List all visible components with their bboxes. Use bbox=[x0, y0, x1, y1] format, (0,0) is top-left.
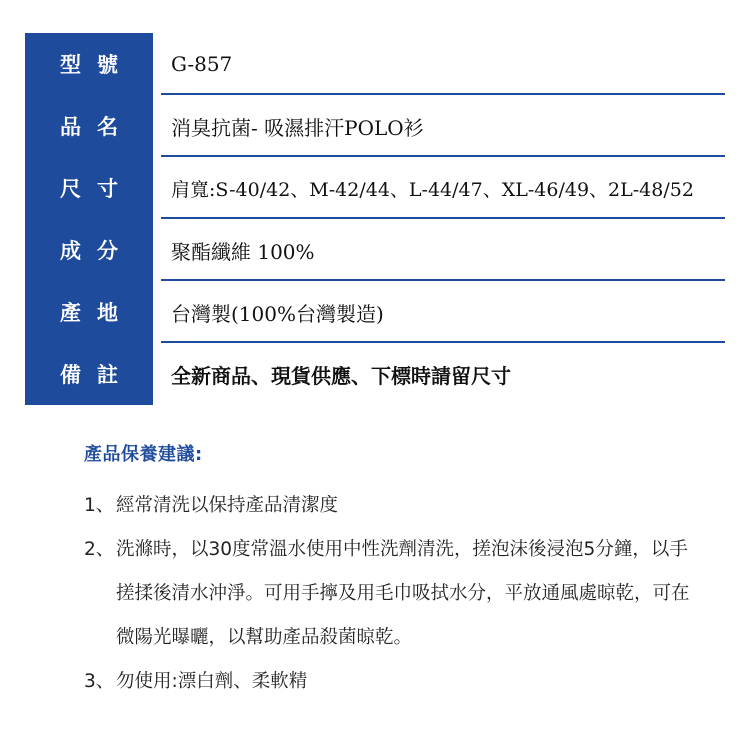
care-item-text: 洗滌時，以30度常溫水使用中性洗劑清洗，搓泡沫後浸泡5分鐘，以手 bbox=[116, 539, 688, 560]
spec-table bbox=[25, 33, 725, 405]
care-instructions bbox=[84, 440, 724, 704]
spec-value-material: 聚酯纖維 100% bbox=[171, 239, 315, 264]
spec-label-origin: 產地 bbox=[25, 281, 153, 343]
spec-row-material bbox=[25, 219, 725, 281]
care-item-text-continued: 搓揉後清水沖淨。可用手擰及用毛巾吸拭水分，平放通風處晾乾，可在 bbox=[116, 583, 690, 604]
care-item-text-continued: 微陽光曝曬，以幫助產品殺菌晾乾。 bbox=[116, 627, 413, 648]
spec-row-size bbox=[25, 157, 725, 219]
spec-label-size: 尺寸 bbox=[25, 157, 153, 219]
spec-value-model: G-857 bbox=[171, 52, 233, 76]
care-item-number: 2、 bbox=[84, 539, 115, 560]
spec-label-material: 成分 bbox=[25, 219, 153, 281]
care-item-3 bbox=[84, 660, 724, 704]
spec-value-product-name: 消臭抗菌- 吸濕排汗POLO衫 bbox=[171, 115, 424, 140]
spec-label-product-name: 品名 bbox=[25, 95, 153, 157]
spec-row-product-name bbox=[25, 95, 725, 157]
care-item-text: 勿使用:漂白劑、柔軟精 bbox=[116, 671, 308, 692]
spec-label-remarks: 備註 bbox=[25, 343, 153, 405]
care-item-text: 經常清洗以保持產品清潔度 bbox=[116, 495, 339, 516]
spec-row-origin bbox=[25, 281, 725, 343]
spec-row-remarks bbox=[25, 343, 725, 405]
spec-label-model: 型號 bbox=[25, 33, 153, 95]
spec-value-size: 肩寬:S-40/42、M-42/44、L-44/47、XL-46/49、2L-48/52 bbox=[171, 178, 694, 201]
care-item-number: 1、 bbox=[84, 495, 115, 516]
care-item-1 bbox=[84, 484, 724, 528]
spec-row-model bbox=[25, 33, 725, 95]
spec-value-origin: 台灣製(100%台灣製造) bbox=[171, 301, 384, 326]
care-title: 產品保養建議: bbox=[84, 444, 203, 465]
spec-value-remarks: 全新商品、現貨供應、下標時請留尺寸 bbox=[171, 363, 511, 388]
care-item-2 bbox=[84, 528, 724, 660]
care-item-number: 3、 bbox=[84, 671, 115, 692]
